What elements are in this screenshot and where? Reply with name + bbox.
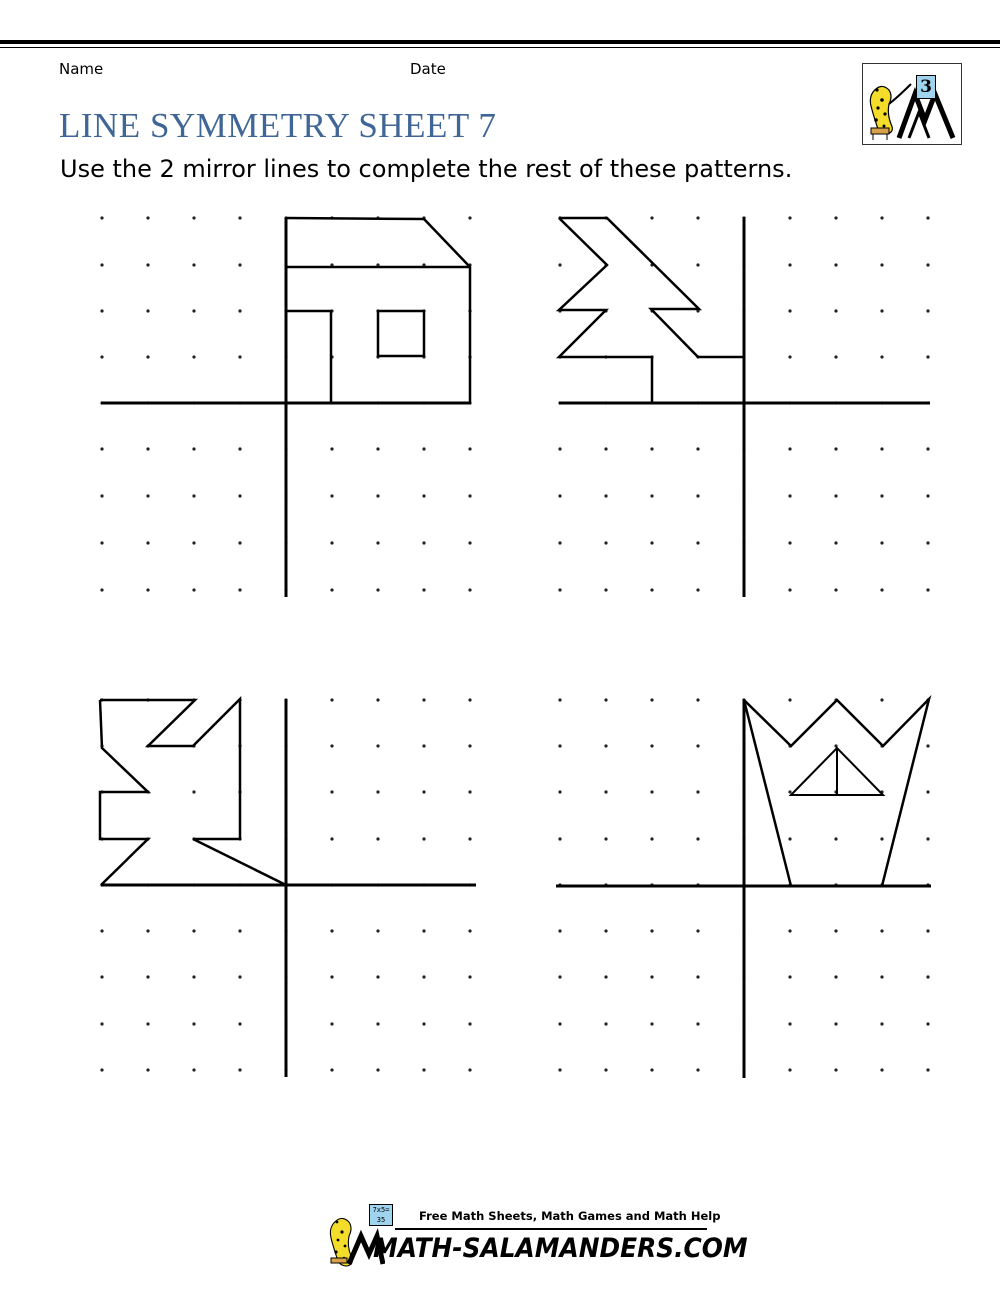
grid-dot — [146, 929, 149, 932]
grid-dot — [192, 309, 195, 312]
grid-dot — [834, 309, 837, 312]
grid-dot — [880, 975, 883, 978]
grid-dot — [926, 263, 929, 266]
grade-number: 3 — [916, 75, 936, 99]
grid-dot — [604, 447, 607, 450]
card-line-1: 7x5= — [372, 1206, 390, 1214]
grid-dot — [100, 1068, 103, 1071]
grid-dot — [880, 494, 883, 497]
grid-dot — [696, 837, 699, 840]
grid-dot — [788, 216, 791, 219]
card-line-2: 35 — [376, 1216, 386, 1224]
grid-dot — [330, 588, 333, 591]
grid-dot — [696, 1022, 699, 1025]
grid-dot — [192, 1068, 195, 1071]
date-label: Date — [410, 60, 446, 78]
instructions: Use the 2 mirror lines to complete the rest of these patterns. — [60, 155, 793, 183]
grid-dot — [468, 790, 471, 793]
grid-dot — [192, 355, 195, 358]
grid-dot — [330, 1022, 333, 1025]
grid-dot — [834, 929, 837, 932]
grid-dot — [100, 263, 103, 266]
grid-dot — [100, 541, 103, 544]
grid-dot — [100, 447, 103, 450]
grid-dot — [330, 744, 333, 747]
grid-dot — [192, 263, 195, 266]
grid-dot — [696, 494, 699, 497]
grid-dot — [788, 541, 791, 544]
footer-tagline: Free Math Sheets, Math Games and Math Help — [419, 1209, 721, 1223]
grid-dot — [880, 588, 883, 591]
grid-dot — [834, 263, 837, 266]
grid-dot — [788, 975, 791, 978]
grid-dot — [376, 1068, 379, 1071]
grid-dot — [926, 837, 929, 840]
grid-dot — [834, 837, 837, 840]
grid-dot — [696, 1068, 699, 1071]
grid-dot — [650, 1022, 653, 1025]
grid-dot — [558, 929, 561, 932]
grid-dot — [926, 744, 929, 747]
grid-dot — [834, 494, 837, 497]
grid-dot — [100, 216, 103, 219]
grid-dot — [650, 588, 653, 591]
grid-dot — [558, 837, 561, 840]
grid-dot — [146, 541, 149, 544]
grid-dot — [468, 929, 471, 932]
grid-dot — [696, 263, 699, 266]
grid-dot — [422, 698, 425, 701]
grid-dot — [696, 929, 699, 932]
grid-dot — [468, 541, 471, 544]
grid-dot — [238, 541, 241, 544]
grid-dot — [330, 929, 333, 932]
grid-dot — [788, 1022, 791, 1025]
dot-grid — [100, 216, 929, 1071]
footer-site-name: MATH-SALAMANDERS.COM — [373, 1233, 748, 1264]
grid-dot — [880, 447, 883, 450]
grid-dot — [880, 1022, 883, 1025]
grid-dot — [788, 355, 791, 358]
grid-dot — [192, 216, 195, 219]
grid-dot — [558, 263, 561, 266]
grid-dot — [788, 263, 791, 266]
grid-dot — [696, 588, 699, 591]
grid-dot — [238, 494, 241, 497]
grid-dot — [146, 447, 149, 450]
grid-dot — [330, 837, 333, 840]
grid-dot — [604, 541, 607, 544]
grid-dot — [422, 1022, 425, 1025]
grid-dot — [422, 588, 425, 591]
grid-dot — [558, 1068, 561, 1071]
grid-dot — [192, 588, 195, 591]
grid-dot — [558, 541, 561, 544]
grid-dot — [880, 263, 883, 266]
grid-dot — [422, 447, 425, 450]
grid-dot — [376, 837, 379, 840]
grid-dot — [834, 355, 837, 358]
grid-dot — [650, 216, 653, 219]
grid-dot — [376, 541, 379, 544]
grid-dot — [192, 447, 195, 450]
grid-dot — [926, 494, 929, 497]
grid-dot — [330, 541, 333, 544]
grid-dot — [696, 790, 699, 793]
grid-dot — [604, 494, 607, 497]
grid-dot — [192, 929, 195, 932]
grid-dot — [926, 447, 929, 450]
grid-dot — [468, 588, 471, 591]
grid-dot — [422, 975, 425, 978]
grid-dot — [146, 588, 149, 591]
grid-dot — [696, 447, 699, 450]
grid-dot — [834, 975, 837, 978]
grid-dot — [650, 790, 653, 793]
grid-dot — [834, 1022, 837, 1025]
grid-dot — [926, 355, 929, 358]
grid-dot — [696, 698, 699, 701]
grid-dot — [650, 929, 653, 932]
grid-dot — [834, 447, 837, 450]
grid-dot — [468, 1068, 471, 1071]
grid-dot — [558, 744, 561, 747]
grid-dot — [376, 447, 379, 450]
grid-dot — [238, 263, 241, 266]
grid-dot — [604, 790, 607, 793]
grid-dot — [880, 929, 883, 932]
grid-dot — [558, 975, 561, 978]
grid-dot — [650, 975, 653, 978]
grid-dot — [926, 790, 929, 793]
grid-dot — [650, 447, 653, 450]
grid-dot — [192, 975, 195, 978]
grid-dot — [880, 698, 883, 701]
grid-dot — [604, 975, 607, 978]
grid-dot — [604, 837, 607, 840]
grid-dot — [604, 698, 607, 701]
grid-dot — [834, 1068, 837, 1071]
grid-dot — [238, 588, 241, 591]
grid-dot — [650, 698, 653, 701]
grid-dot — [376, 790, 379, 793]
grid-dot — [100, 355, 103, 358]
grid-dot — [788, 698, 791, 701]
grid-dot — [834, 541, 837, 544]
grid-dot — [880, 541, 883, 544]
grid-dot — [650, 541, 653, 544]
grid-dot — [604, 588, 607, 591]
page-title: LINE SYMMETRY SHEET 7 — [59, 106, 497, 145]
grid-dot — [422, 790, 425, 793]
grid-dot — [604, 744, 607, 747]
grid-dot — [880, 837, 883, 840]
grid-dot — [376, 698, 379, 701]
grid-dot — [376, 929, 379, 932]
grid-dot — [834, 588, 837, 591]
grid-dot — [696, 216, 699, 219]
grid-dot — [926, 975, 929, 978]
grid-dot — [558, 790, 561, 793]
grid-dot — [238, 929, 241, 932]
grid-dot — [788, 494, 791, 497]
grid-dot — [926, 216, 929, 219]
grid-dot — [100, 494, 103, 497]
footer-logo — [325, 1200, 748, 1270]
grid-dot — [146, 494, 149, 497]
grid-dot — [146, 216, 149, 219]
grid-dot — [650, 744, 653, 747]
grid-dot — [650, 837, 653, 840]
grid-dot — [880, 1068, 883, 1071]
grid-dot — [422, 1068, 425, 1071]
grid-dot — [100, 1022, 103, 1025]
math-card — [369, 1204, 393, 1226]
grid-dot — [468, 744, 471, 747]
grid-dot — [788, 309, 791, 312]
grid-dot — [146, 975, 149, 978]
grid-dot — [376, 744, 379, 747]
grid-dot — [146, 1068, 149, 1071]
grid-dot — [330, 1068, 333, 1071]
grid-dot — [468, 698, 471, 701]
grid-dot — [650, 494, 653, 497]
pattern-zigzag — [100, 699, 476, 1077]
grid-dot — [880, 216, 883, 219]
grid-dot — [650, 1068, 653, 1071]
grid-dot — [330, 790, 333, 793]
grid-dot — [926, 541, 929, 544]
grid-dot — [238, 1068, 241, 1071]
grid-dot — [238, 309, 241, 312]
grid-dot — [788, 588, 791, 591]
grid-dot — [238, 975, 241, 978]
grid-dot — [330, 975, 333, 978]
grid-dot — [468, 1022, 471, 1025]
grid-dot — [468, 494, 471, 497]
grid-dot — [146, 1022, 149, 1025]
grid-dot — [192, 494, 195, 497]
grid-dot — [788, 790, 791, 793]
grid-dot — [696, 744, 699, 747]
pattern-crown — [556, 699, 931, 1078]
grid-dot — [100, 309, 103, 312]
grid-dot — [880, 309, 883, 312]
grid-dot — [422, 744, 425, 747]
grid-dot — [192, 541, 195, 544]
grid-dot — [558, 1022, 561, 1025]
grid-dot — [376, 975, 379, 978]
grid-dot — [604, 1068, 607, 1071]
grid-dot — [788, 837, 791, 840]
grid-dot — [604, 929, 607, 932]
grid-dot — [376, 1022, 379, 1025]
grid-dot — [146, 263, 149, 266]
grid-dot — [238, 355, 241, 358]
grid-dot — [100, 975, 103, 978]
pattern-tree — [559, 217, 930, 597]
grid-dot — [146, 355, 149, 358]
grid-dot — [880, 355, 883, 358]
pattern-house — [101, 218, 471, 597]
grid-dot — [330, 447, 333, 450]
grid-dot — [604, 1022, 607, 1025]
grid-dot — [558, 494, 561, 497]
grid-dot — [376, 494, 379, 497]
grid-dot — [422, 929, 425, 932]
grid-dot — [926, 1068, 929, 1071]
grid-dot — [558, 698, 561, 701]
grid-dot — [422, 541, 425, 544]
grid-dot — [926, 588, 929, 591]
grid-dot — [238, 447, 241, 450]
grid-dot — [100, 588, 103, 591]
grid-dot — [926, 1022, 929, 1025]
grid-dot — [146, 309, 149, 312]
grid-dot — [468, 216, 471, 219]
grid-dot — [468, 447, 471, 450]
grid-dot — [696, 975, 699, 978]
grid-dot — [696, 541, 699, 544]
grid-dot — [558, 588, 561, 591]
grid-dot — [788, 1068, 791, 1071]
grid-dot — [100, 929, 103, 932]
grid-dot — [468, 975, 471, 978]
grid-dot — [330, 494, 333, 497]
grid-dot — [238, 216, 241, 219]
grid-dot — [192, 1022, 195, 1025]
grid-dot — [834, 216, 837, 219]
grid-dot — [422, 837, 425, 840]
grid-dot — [330, 698, 333, 701]
grid-dot — [788, 929, 791, 932]
grid-dot — [238, 1022, 241, 1025]
grid-dot — [376, 588, 379, 591]
grid-dot — [788, 447, 791, 450]
grid-dot — [192, 790, 195, 793]
grid-dot — [926, 309, 929, 312]
grid-dot — [468, 837, 471, 840]
grid-dot — [422, 494, 425, 497]
grid-dot — [558, 447, 561, 450]
grid-dot — [926, 929, 929, 932]
footer-rule — [395, 1228, 707, 1230]
name-label: Name — [59, 60, 104, 78]
